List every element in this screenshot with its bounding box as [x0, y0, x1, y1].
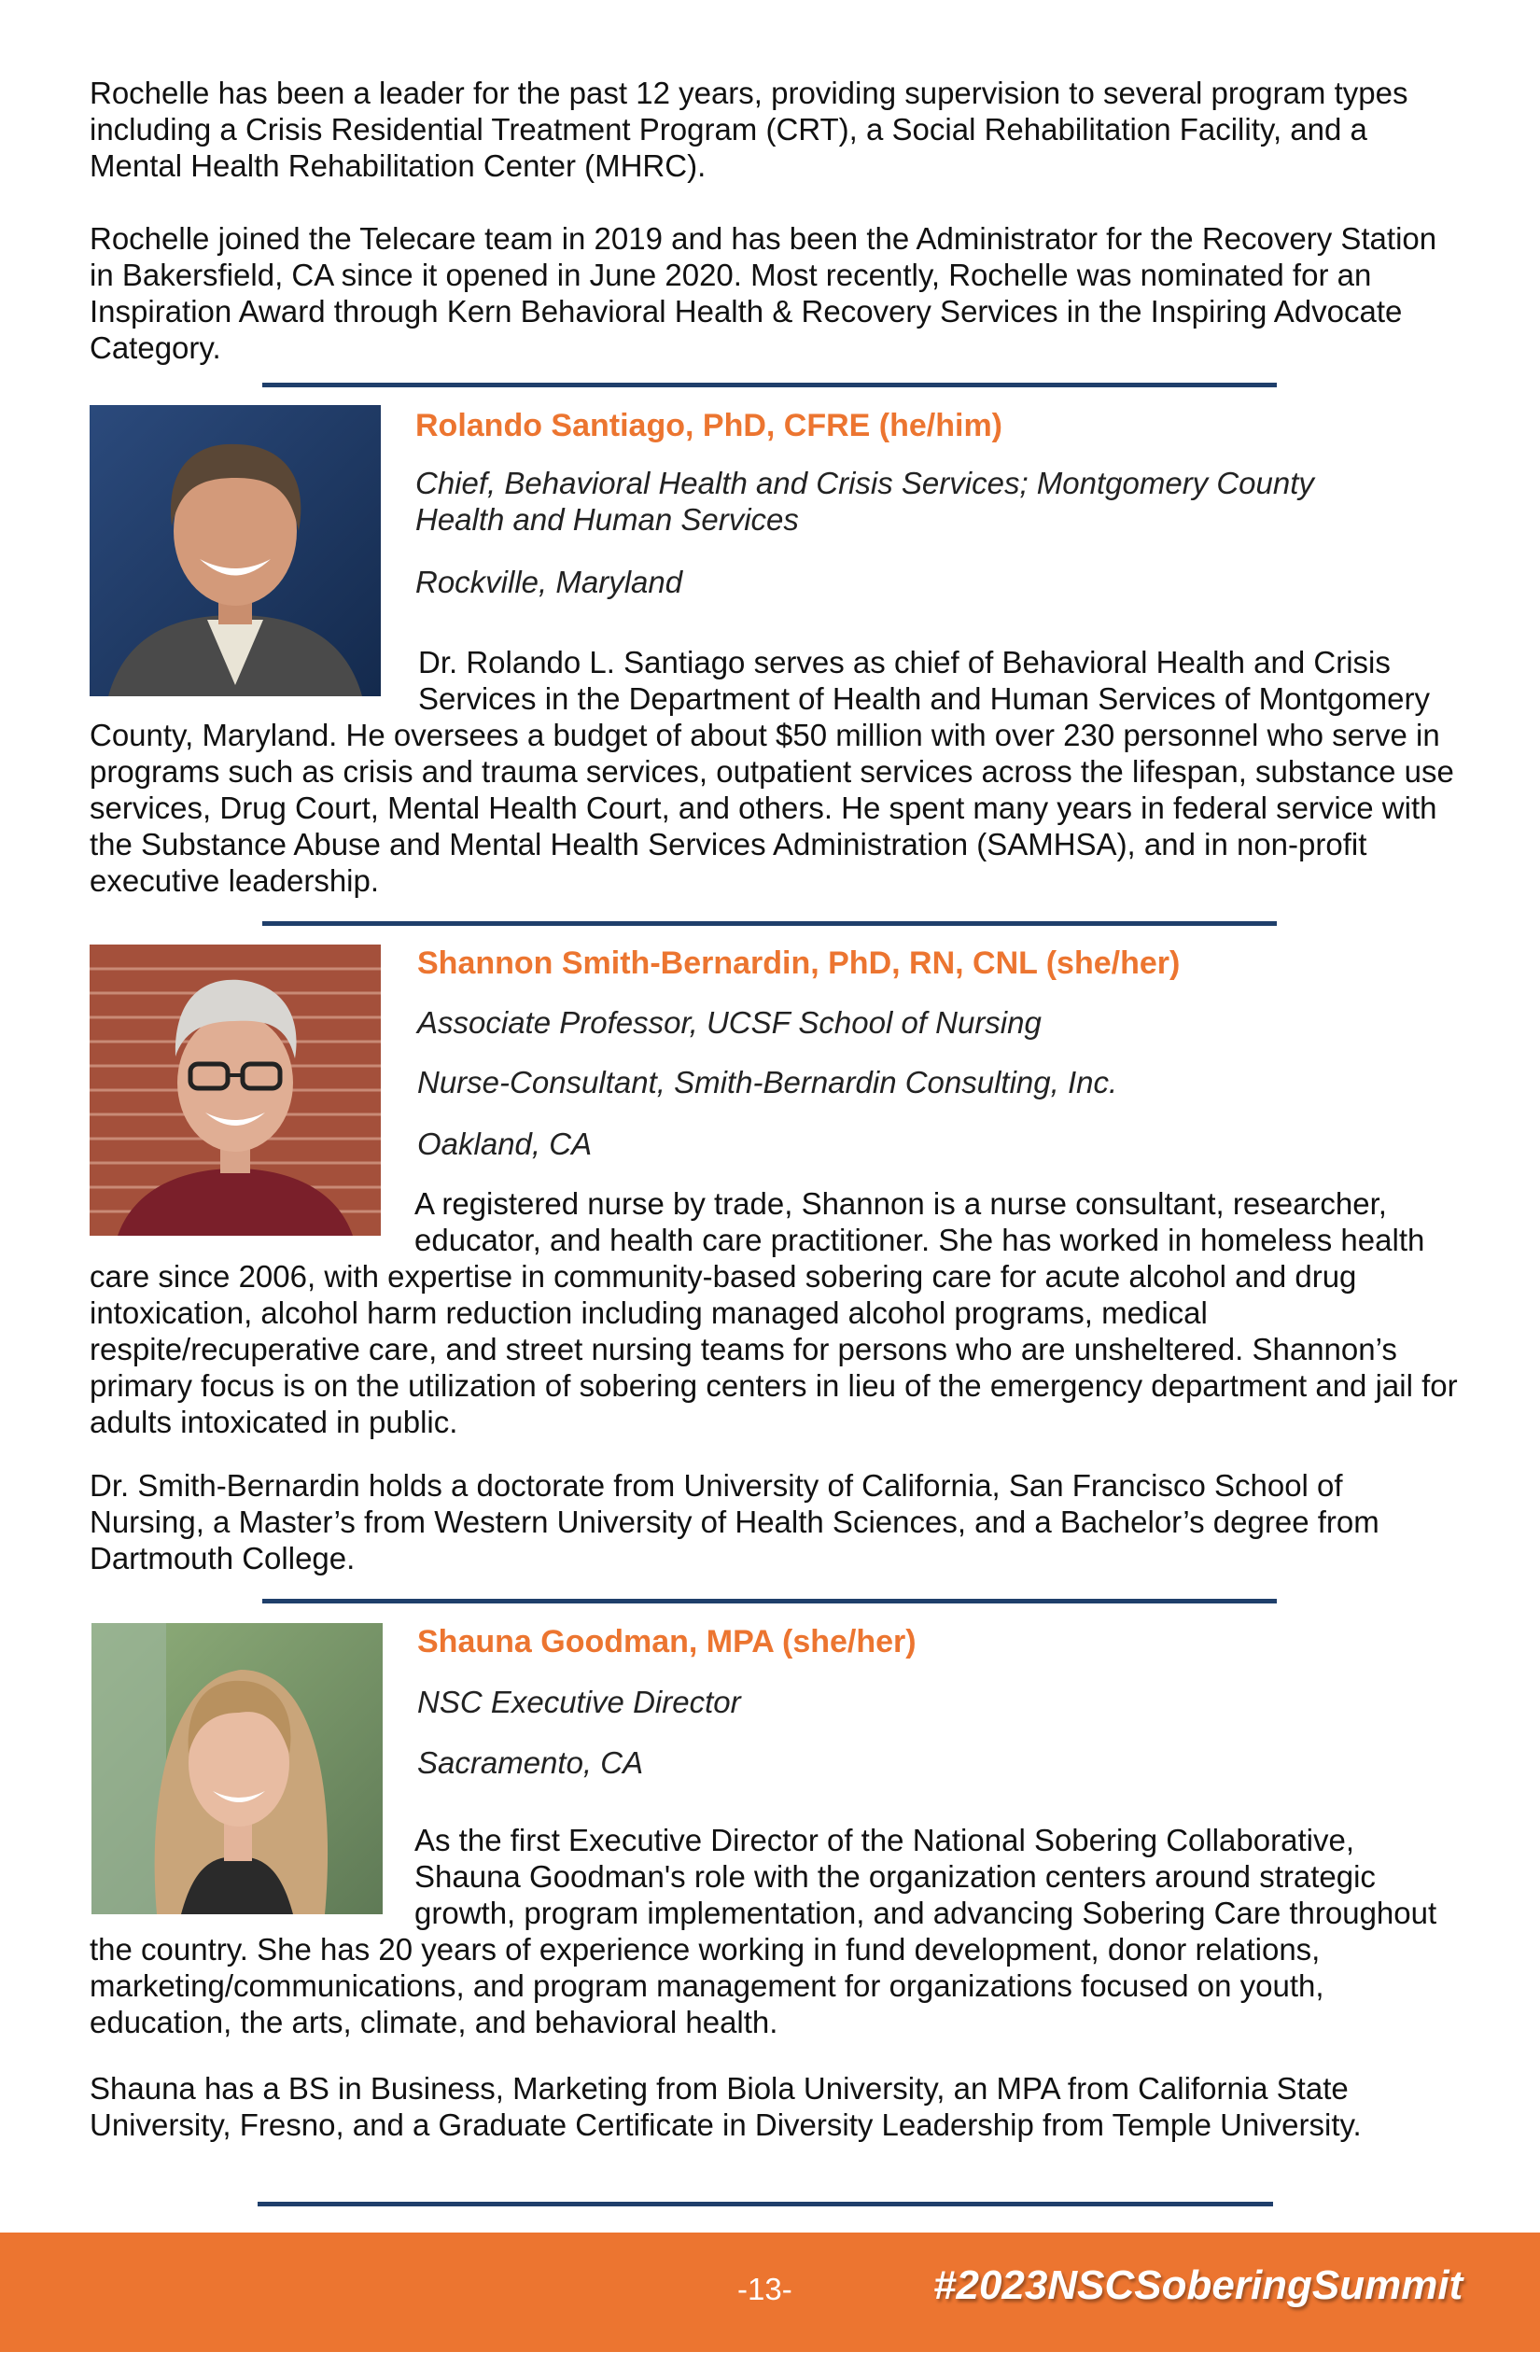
section-divider	[262, 921, 1277, 926]
speaker-bio: Shauna has a BS in Business, Marketing from Biola University, an MPA from California State University, Fresno, and a Graduate Certificate in Diversity Leadership from Temple University.	[90, 2071, 1362, 2142]
speaker-title: Chief, Behavioral Health and Crisis Services; Montgomery County Health and Human Services	[415, 466, 1314, 537]
speaker-title: Associate Professor, UCSF School of Nursing	[417, 1005, 1042, 1040]
speaker-location: Oakland, CA	[417, 1127, 593, 1161]
speaker-bio: Dr. Smith-Bernardin holds a doctorate from University of California, San Francisco School of Nursing, a Master’s from Western University of Health Sciences, and a Bachelor’s degree from Dartmouth College.	[90, 1468, 1379, 1575]
section-divider	[262, 1599, 1277, 1603]
speaker-location: Sacramento, CA	[417, 1745, 644, 1780]
intro-paragraph-1: Rochelle has been a leader for the past 12 years, providing supervision to several program types including a Crisis Residential Treatment Program (CRT), a Social Rehabilitation Facility, and a Mental Health Rehabilitation Center (MHRC).	[90, 76, 1408, 183]
speaker-name: Rolando Santiago, PhD, CFRE (he/him)	[415, 408, 1002, 443]
page-number: -13-	[737, 2272, 792, 2306]
speaker-name: Shauna Goodman, MPA (she/her)	[417, 1624, 917, 1659]
speaker-bio: Dr. Rolando L. Santiago serves as chief of Behavioral Health and Crisis Services in the Department of Health and Human Services of Montgomery County, Maryland. He oversees a budget of about $50 million with over 230 personnel who serve in programs such as crisis and trauma services, outpatient services across the lifespan, substance use services, Drug Court, Mental Health Court, and others. He spent many years in federal service with the Substance Abuse and Mental Health Services Administration (SAMHSA), and in non-profit executive leadership.	[90, 645, 1454, 898]
speaker-name: Shannon Smith-Bernardin, PhD, RN, CNL (she/her)	[417, 945, 1181, 981]
event-hashtag: #2023NSCSoberingSummit	[933, 2262, 1463, 2308]
section-divider	[258, 2202, 1273, 2206]
section-divider	[262, 383, 1277, 387]
speaker-title: Nurse-Consultant, Smith-Bernardin Consulting, Inc.	[417, 1065, 1118, 1099]
speaker-bio: A registered nurse by trade, Shannon is a nurse consultant, researcher, educator, and health care practitioner. She has worked in homeless health care since 2006, with expertise in community-based sobering care for acute alcohol and drug intoxication, alcohol harm reduction including managed alcohol programs, medical respite/recuperative care, and street nursing teams for persons who are unsheltered. Shannon’s primary focus is on the utilization of sobering centers in lieu of the emergency department and jail for adults intoxicated in public.	[90, 1186, 1458, 1439]
intro-paragraph-2: Rochelle joined the Telecare team in 2019 and has been the Administrator for the Recovery Station in Bakersfield, CA since it opened in June 2020. Most recently, Rochelle was nominated for an Inspiration Award through Kern Behavioral Health & Recovery Services in the Inspiring Advocate Category.	[90, 221, 1437, 365]
speaker-title: NSC Executive Director	[417, 1685, 741, 1719]
speaker-bio: As the first Executive Director of the National Sobering Collaborative, Shauna Goodman's role with the organization centers around strategic growth, program implementation, and advancing Sobering Care throughout the country. She has 20 years of experience working in fund development, donor relations, marketing/communications, and program management for organizations focused on youth, education, the arts, climate, and behavioral health.	[90, 1823, 1437, 2039]
speaker-location: Rockville, Maryland	[415, 565, 683, 599]
